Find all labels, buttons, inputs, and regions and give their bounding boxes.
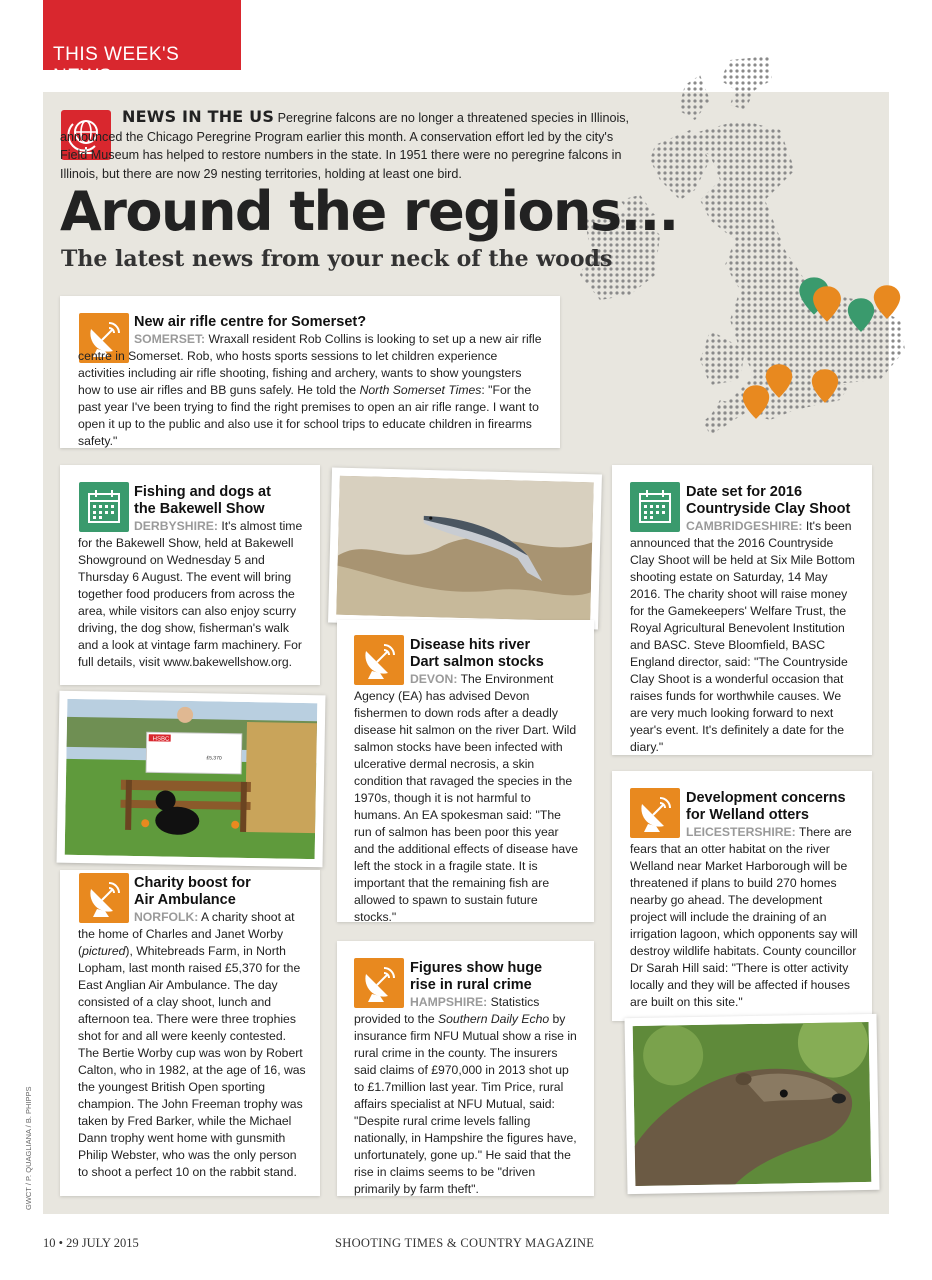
story-headline: rise in rural crime (410, 977, 532, 993)
story-headline: Development concerns (686, 790, 846, 806)
story-headline: for Welland otters (686, 807, 809, 823)
story-location: LEICESTERSHIRE: (686, 825, 796, 839)
us-news-text (60, 108, 640, 183)
story-location: HAMPSHIRE: (410, 995, 488, 1009)
story-headline: Figures show huge (410, 960, 543, 976)
story-headline: the Bakewell Show (134, 501, 265, 517)
story-location: CAMBRIDGESHIRE: (686, 519, 803, 533)
story-headline: Dart salmon stocks (410, 654, 544, 670)
pictured-note: pictured (82, 944, 126, 958)
story-bakewell (78, 484, 306, 671)
story-location: DERBYSHIRE: (134, 519, 218, 533)
page-title: Around the regions... (60, 180, 678, 243)
story-headline: Fishing and dogs at (134, 484, 271, 500)
charity-photo (57, 691, 326, 868)
story-otters (630, 790, 858, 1011)
footer-page-date: 10 • 29 JULY 2015 (43, 1236, 139, 1250)
map-pin-icon (741, 384, 771, 420)
story-body: Statistics provided to the (354, 995, 540, 1026)
footer-magazine: SHOOTING TIMES & COUNTRY MAGAZINE (335, 1236, 595, 1250)
story-body: It's been announced that the 2016 Countryside Clay Shoot will be held at Six Mile Bottom shooting estate on Saturday, 14 May 2016. The charity shoot will raise money for the Gamekeepers' Welfare Trust, the Royal Agricultural Benevolent Institution and BASC. Steve Bloomfield, BASC England director, said: "The Countryside Clay Shoot is a wonderful occasion that raises funds for worthwhile causes. We are very much looking forward to next year's event. It's definitely a date for the diary." (630, 519, 855, 754)
story-headline: Countryside Clay Shoot (686, 501, 851, 517)
section-tab-label: THIS WEEK'S NEWS (53, 44, 180, 87)
story-body: by insurance firm NFU Mutual show a rise in rural crime in the county. The insurers said claims of £970,000 in 2013 shot up to £1.7million last year. Tim Price, rural affairs specialist at NFU Mutual, said: "Despite rural crime levels falling nationally, in Hampshire the figures have, unfortunately, gone up." He said that the rise in claims seems to be "driven primarily by farm theft". (354, 1012, 577, 1196)
publication-name: Southern Daily Echo (438, 1012, 550, 1026)
section-tab (43, 0, 241, 87)
story-body: It's almost time for the Bakewell Show, held at Bakewell Showground on Wednesday 5 and Thursday 6 August. The event will bring together food producers from across the area, while visitors can also enjoy scurry driving, the dog show, fisherman's walk and a look at vintage farm machinery. For full details, visit www.bakewellshow.org. (78, 519, 303, 669)
story-rural-crime (354, 960, 580, 1198)
story-body: A charity shoot at the home of Charles and Janet Worby ( (78, 910, 295, 958)
story-dart (354, 637, 580, 926)
photo-credit: GWCT / P. QUAGLIANA / B. PHIPPS (24, 1086, 33, 1210)
us-news-body: Peregrine falcons are no longer a threatened species in Illinois, announced the Chicago Peregrine Program earlier this month. A conservation effort led by the city's Field Museum has helped to restore numbers in the state. In 1951 there were no peregrine falcons in Illinois, but there are now 29 nesting territories, holding at least one bird. (60, 111, 630, 181)
map-pin-icon (872, 284, 902, 320)
story-headline: New air rifle centre for Somerset? (134, 314, 367, 330)
story-headline: Air Ambulance (134, 892, 236, 908)
story-somerset (78, 314, 546, 450)
story-headline: Disease hits river (410, 637, 531, 653)
story-body: Wraxall resident Rob Collins is looking to set up a new air rifle centre in Somerset. Rob, who hosts sports sessions to let children experience activities including air rifle shooting, fishing and archery, wants to show youngsters how to use air rifles and BB guns safely. He told the (78, 332, 542, 397)
story-body: : "For the past year I've been trying to find the right premises to open an air rifle range. I want to open it up to the public and also use it for school trips to educate children in firearms safety." (78, 383, 539, 448)
otter-photo (624, 1014, 879, 1194)
cheque-amount: £5,370 (206, 755, 222, 762)
page-subtitle: The latest news from your neck of the woods (61, 246, 613, 272)
story-body: The Environment Agency (EA) has advised Devon fishermen to down rods after a deadly disease hit salmon on the river Dart. Wild salmon stocks have been infected with ulcerative dermal necrosis, a skin condition that ravaged the species in the 1970s, though it is not harmful to humans. An EA spokesman said: "The run of salmon has been poor this year and the additional effects of disease have left the stock in a fragile state. It is important that the remaining fish are allowed to spawn to sustain future stocks." (354, 672, 579, 924)
us-news-heading: NEWS IN THE US (122, 107, 275, 126)
story-location: DEVON: (410, 672, 458, 686)
map-pin-icon (810, 368, 840, 404)
map-pin-icon (811, 285, 843, 323)
cheque-bank: HSBC (152, 736, 170, 743)
story-clay-shoot (630, 484, 858, 756)
salmon-photo (328, 467, 602, 629)
publication-name: North Somerset Times (359, 383, 482, 397)
story-headline: Charity boost for (134, 875, 251, 891)
story-body: ), Whitebreads Farm, in North Lopham, last month raised £5,370 for the East Anglian Air Ambulance. The day consisted of a clay shoot, lunch and afternoon tea. There were three trophies shot for and all were keenly contested. The Bertie Worby cup was won by Robert Calton, who in 1982, at the age of 16, was the youngest British Open sporting champion. The John Freeman trophy was taken by Fred Barker, while the Michael Dann trophy went home with gunsmith Philip Webster, who was the only person to shoot a perfect 10 on the rabbit stand. (78, 944, 306, 1179)
story-location: SOMERSET: (134, 332, 206, 346)
story-headline: Date set for 2016 (686, 484, 803, 500)
story-body: There are fears that an otter habitat on the river Welland near Market Harborough will be threatened if plans to build 270 homes nearby go ahead. The development project will include the draining of an irrigation lagoon, which opponents say will destroy wildlife habitats. County councillor Dr Sarah Hill said: "There is otter activity locally and they will be affected if houses are built on this site." (630, 825, 858, 1009)
story-location: NORFOLK: (134, 910, 199, 924)
story-charity (78, 875, 306, 1181)
